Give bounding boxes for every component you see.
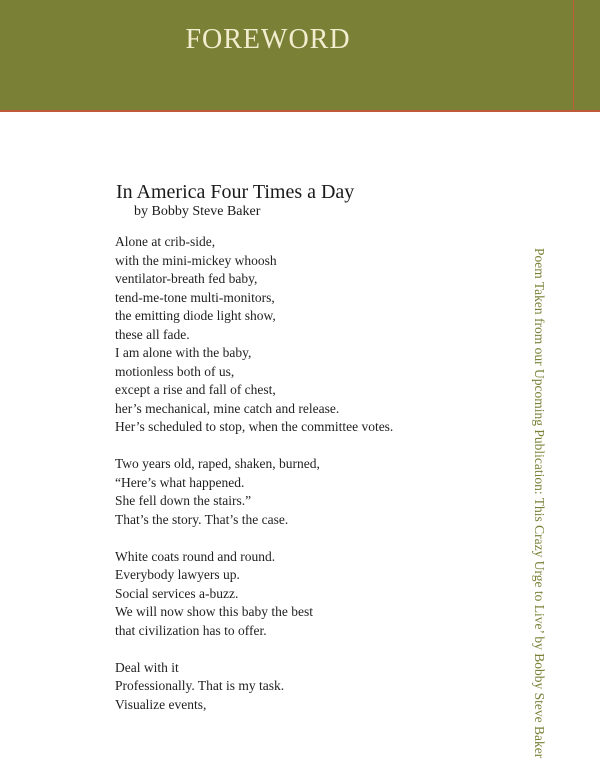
poem-line: Social services a-buzz.	[115, 585, 239, 601]
page-title: FOREWORD	[185, 24, 351, 55]
poem-line: Everybody lawyers up.	[115, 567, 240, 582]
poem-line: motionless both of us,	[115, 363, 235, 379]
poem-line: Visualize events,	[115, 696, 207, 712]
poem-line: Alone at crib-side,	[115, 234, 216, 249]
poem-line: ventilator-breath fed baby,	[115, 271, 258, 286]
poem-line: with the mini-mickey whoosh	[115, 252, 277, 268]
poem-author: by Bobby Steve Baker	[134, 204, 261, 219]
poem-line: that civilization has to offer.	[115, 622, 267, 638]
poem-line: the emitting diode light show,	[115, 308, 276, 323]
stanza	[115, 659, 515, 715]
poem-line: We will now show this baby the best	[115, 604, 314, 619]
poem-line: White coats round and round.	[115, 548, 276, 564]
poem-title: In America Four Times a Day	[116, 181, 355, 203]
poem-line: Two years old, raped, shaken, burned,	[115, 456, 320, 471]
header-divider	[0, 110, 600, 112]
poem-line: tend-me-tone multi-monitors,	[115, 289, 275, 305]
poem-line: That’s the story. That’s the case.	[115, 511, 289, 527]
poem-line: Professionally. That is my task.	[115, 678, 285, 693]
stanza	[115, 233, 515, 437]
poem-line: I am alone with the baby,	[115, 345, 252, 360]
poem-line: Deal with it	[115, 659, 179, 675]
poem-line: Her’s scheduled to stop, when the committee votes.	[115, 419, 394, 434]
stanza	[115, 455, 515, 529]
poem-line: her’s mechanical, mine catch and release.	[115, 400, 340, 416]
poem-line: She fell down the stairs.”	[115, 493, 252, 508]
poem-body	[115, 233, 515, 733]
poem-line: these all fade.	[115, 326, 190, 342]
poem-line: except a rise and fall of chest,	[115, 382, 276, 397]
side-note	[532, 248, 547, 759]
stanza	[115, 548, 515, 641]
header-vertical-rule	[573, 0, 574, 112]
poem-line: “Here’s what happened.	[115, 474, 245, 490]
side-note-text: Poem Taken from our Upcoming Publication: This Crazy Urge to Live’ by Bobby Steve Baker	[532, 248, 547, 759]
